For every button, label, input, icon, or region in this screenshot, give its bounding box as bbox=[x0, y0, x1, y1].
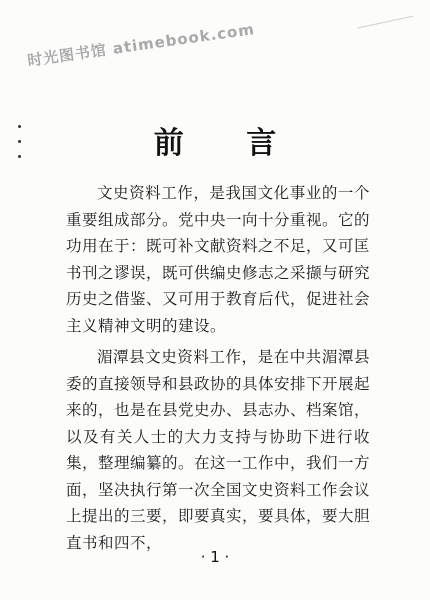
scan-edge-mark bbox=[353, 0, 413, 29]
paragraph-1: 文史资料工作，是我国文化事业的一个重要组成部分。党中央一向十分重视。它的功用在于：既可补文献资料之不足，又可匡书刊之谬误，既可供编史修志之采撷与研究历史之借鉴、又可用于教育后代，促进社会主义精神文明的建设。 bbox=[66, 184, 371, 335]
body-text bbox=[66, 180, 370, 561]
page-number: · 1 · bbox=[200, 548, 230, 566]
page-title: 前 言 bbox=[153, 126, 303, 161]
paragraph-2: 湄潭县文史资料工作，是在中共湄潭县委的直接领导和县政协的具体安排下开展起来的，也是在县党史办、县志办、档案馆，以及有关人士的大力支持与协助下进行收集，整理编纂的。在这一工作中，我们一方面，坚决执行第一次全国文史资料工作会议上提出的三要，即要真实，要具体，要大胆直书和四不， bbox=[66, 348, 371, 552]
watermark: 时光图书馆 atimebook.com bbox=[26, 20, 256, 70]
